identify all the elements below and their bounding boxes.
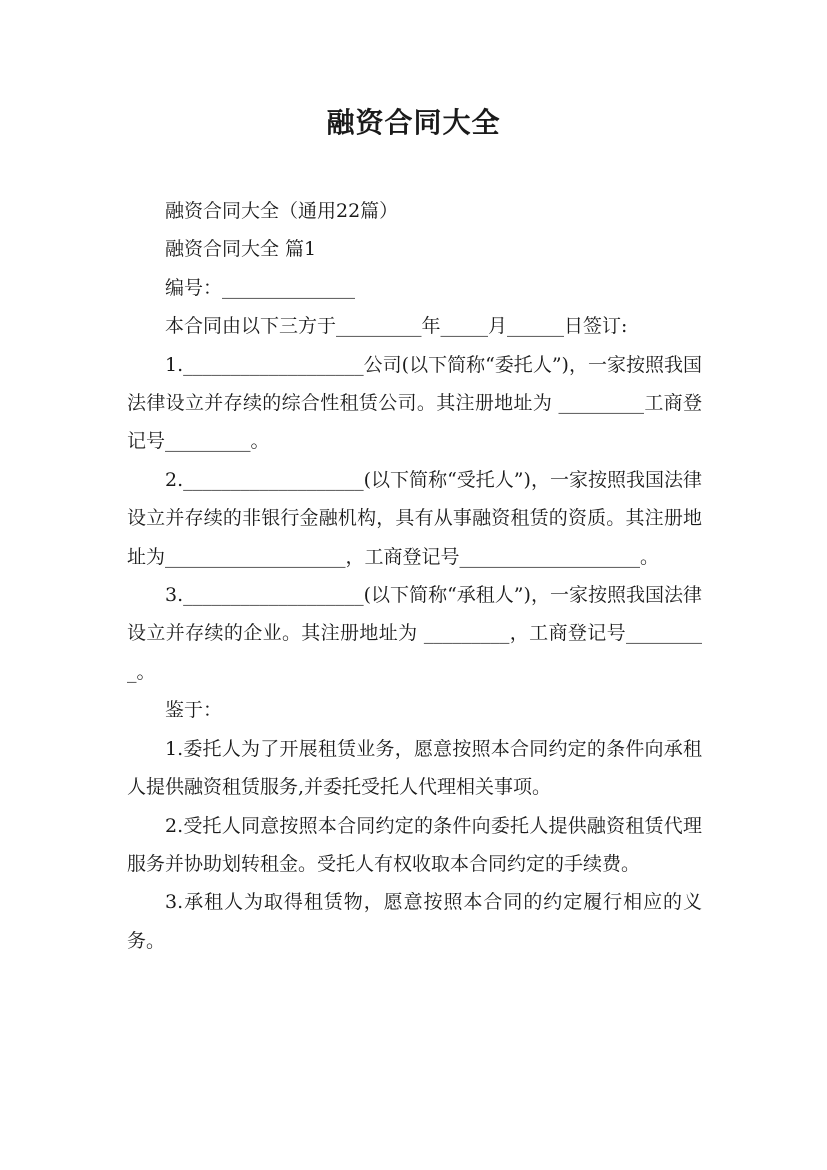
paragraph: 融资合同大全 篇1 [165,238,317,261]
paragraph: 2.___________________(以下简称“受托人”)，一家按照我国法律设立并存续的非银行金融机构，具有从事融资租赁的资质。其注册地址为___________________，工商登记号___________________。 [127,468,702,568]
paragraph: 1.委托人为了开展租赁业务，愿意按照本合同约定的条件向承租人提供融资租赁服务,并委托受托人代理相关事项。 [127,737,702,799]
paragraph: 2.受托人同意按照本合同约定的条件向委托人提供融资租赁代理服务并协助划转租金。受托人有权收取本合同约定的手续费。 [127,814,702,875]
document-body [127,192,702,960]
paragraph: 1.___________________公司(以下简称“委托人”)，一家按照我国法律设立并存续的综合性租赁公司。其注册地址为 _________工商登记号_________。 [127,353,702,453]
document-title: 融资合同大全 [326,106,501,139]
paragraph: 3.___________________(以下简称“承租人”)，一家按照我国法律设立并存续的企业。其注册地址为 _________，工商登记号_________。 [127,584,702,683]
paragraph: 本合同由以下三方于_________年_____月______日签订: [165,315,628,338]
paragraph: 3.承租人为取得租赁物，愿意按照本合同的约定履行相应的义务。 [127,891,702,952]
paragraph: 融资合同大全（通用22篇） [165,200,399,222]
paragraph: 鉴于： [165,699,223,722]
paragraph: 编号：______________ [165,276,356,299]
